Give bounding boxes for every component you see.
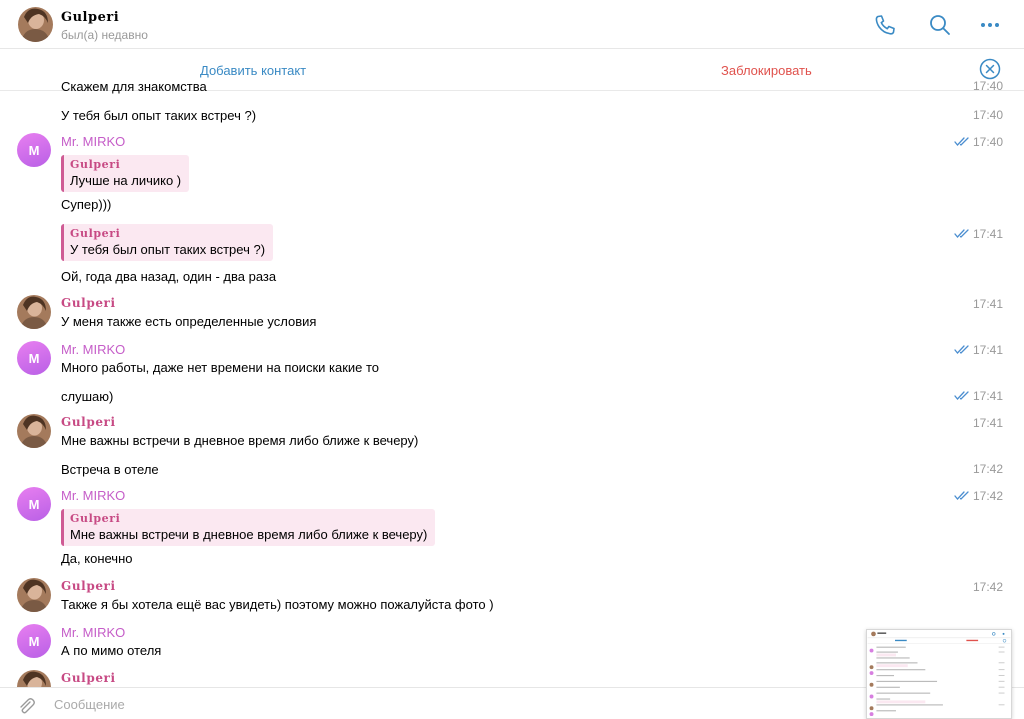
contact-status: был(а) недавно bbox=[61, 28, 148, 42]
sender-name[interactable]: Mr. MIRKO bbox=[61, 488, 126, 503]
attach-icon[interactable] bbox=[16, 696, 36, 716]
double-check-icon bbox=[954, 345, 970, 354]
message-text: У тебя был опыт таких встреч ?) bbox=[61, 108, 257, 123]
reply-sender: Gulperi bbox=[70, 227, 121, 240]
reply-quote[interactable] bbox=[61, 224, 273, 261]
message-text: слушаю) bbox=[61, 389, 114, 404]
sender-name[interactable]: Gulperi bbox=[61, 579, 116, 593]
time-value: 17:41 bbox=[972, 343, 1003, 357]
message-time: 17:42 bbox=[972, 580, 1003, 594]
avatar[interactable]: M bbox=[17, 487, 51, 521]
contact-avatar[interactable] bbox=[18, 7, 53, 42]
message-text: Мне важны встречи в дневное время либо ближе к вечеру) bbox=[61, 433, 419, 448]
double-check-icon bbox=[954, 229, 970, 238]
double-check-icon bbox=[954, 137, 970, 146]
message-time: 17:41 bbox=[972, 297, 1003, 311]
reply-sender: Gulperi bbox=[70, 512, 121, 525]
sender-name[interactable]: Gulperi bbox=[61, 415, 116, 429]
avatar[interactable]: M bbox=[17, 133, 51, 167]
screenshot-thumbnail[interactable] bbox=[866, 629, 1012, 719]
sender-name[interactable]: Gulperi bbox=[61, 296, 116, 310]
message-list[interactable] bbox=[0, 79, 1024, 687]
message-time: 17:40 bbox=[972, 79, 1003, 93]
avatar[interactable]: M bbox=[17, 341, 51, 375]
message-text: А по мимо отеля bbox=[61, 643, 162, 658]
double-check-icon bbox=[954, 391, 970, 400]
message-time bbox=[954, 489, 1003, 503]
sender-name[interactable]: Mr. MIRKO bbox=[61, 342, 126, 357]
reply-quote[interactable] bbox=[61, 155, 189, 192]
contact-name[interactable]: Gulperi bbox=[61, 10, 120, 25]
time-value: 17:41 bbox=[972, 227, 1003, 241]
message-text: Скажем для знакомства bbox=[61, 79, 207, 94]
search-icon[interactable] bbox=[928, 13, 952, 37]
time-value: 17:42 bbox=[972, 489, 1003, 503]
avatar[interactable] bbox=[17, 578, 51, 612]
sender-name[interactable]: Gulperi bbox=[61, 671, 116, 685]
reply-text: Мне важны встречи в дневное время либо ближе к вечеру) bbox=[70, 527, 428, 542]
message-text: Да, конечно bbox=[61, 551, 133, 566]
sender-name[interactable]: Mr. MIRKO bbox=[61, 134, 126, 149]
message-time: 17:41 bbox=[972, 416, 1003, 430]
add-contact-button[interactable]: Добавить контакт bbox=[200, 63, 307, 78]
double-check-icon bbox=[954, 491, 970, 500]
more-icon[interactable] bbox=[978, 13, 1002, 37]
phone-icon[interactable] bbox=[873, 13, 897, 37]
chat-header bbox=[0, 0, 1024, 49]
block-contact-button[interactable]: Заблокировать bbox=[721, 63, 812, 78]
message-text: Супер))) bbox=[61, 197, 112, 212]
avatar[interactable] bbox=[17, 295, 51, 329]
sender-name[interactable]: Mr. MIRKO bbox=[61, 625, 126, 640]
message-text: Ой, года два назад, один - два раза bbox=[61, 269, 277, 284]
message-time bbox=[954, 227, 1003, 241]
message-time: 17:42 bbox=[972, 462, 1003, 476]
reply-text: У тебя был опыт таких встреч ?) bbox=[70, 242, 266, 257]
message-text: У меня также есть определенные условия bbox=[61, 314, 317, 329]
message-text: Много работы, даже нет времени на поиски какие то bbox=[61, 360, 380, 375]
message-input[interactable] bbox=[54, 697, 654, 712]
time-value: 17:40 bbox=[972, 135, 1003, 149]
avatar[interactable]: M bbox=[17, 624, 51, 658]
reply-sender: Gulperi bbox=[70, 158, 121, 171]
avatar[interactable] bbox=[17, 414, 51, 448]
message-time bbox=[954, 343, 1003, 357]
message-time bbox=[954, 135, 1003, 149]
reply-quote[interactable] bbox=[61, 509, 435, 546]
close-icon[interactable] bbox=[979, 58, 1001, 80]
reply-text: Лучше на личико ) bbox=[70, 173, 182, 188]
message-time bbox=[954, 389, 1003, 403]
time-value: 17:41 bbox=[972, 389, 1003, 403]
message-time: 17:40 bbox=[972, 108, 1003, 122]
message-text: Также я бы хотела ещё вас увидеть) поэтому можно пожалуйста фото ) bbox=[61, 597, 494, 612]
message-text: Встреча в отеле bbox=[61, 462, 159, 477]
